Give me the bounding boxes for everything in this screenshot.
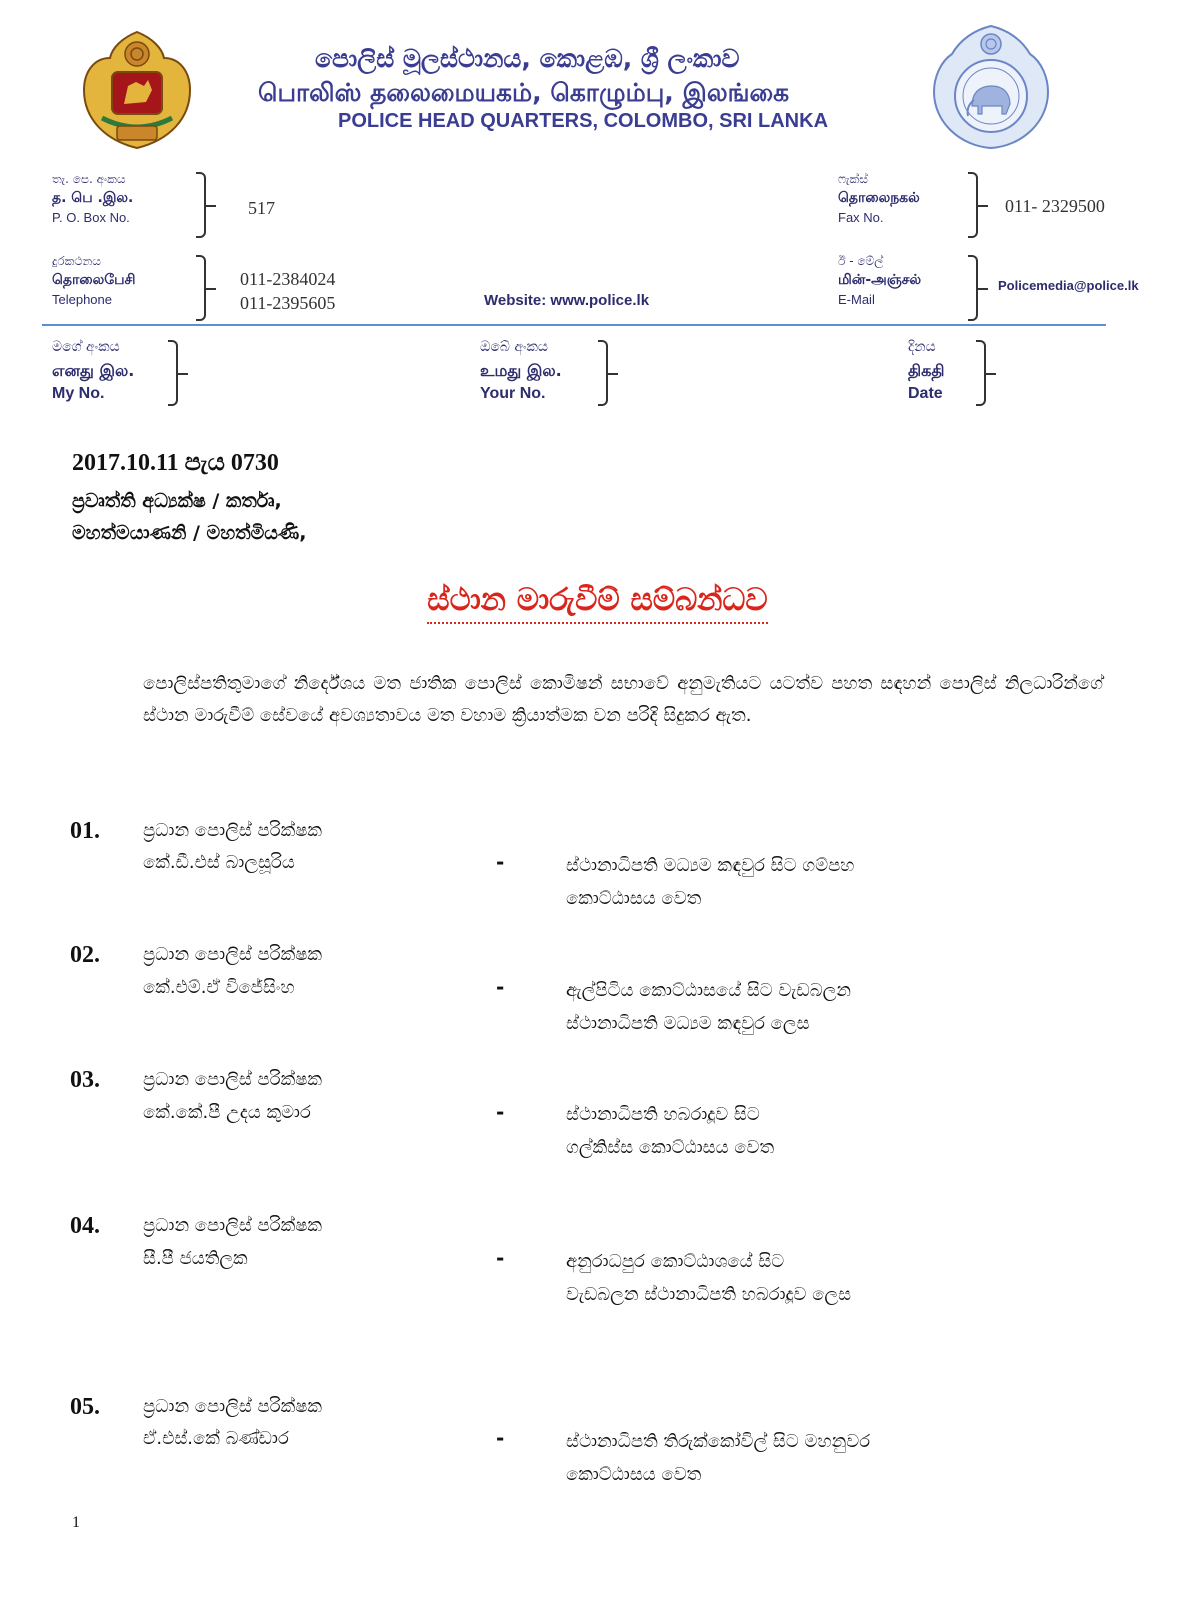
item-dash: - (496, 1426, 505, 1450)
website-text: Website: www.police.lk (484, 292, 650, 309)
item-name: කේ.කේ.පී උදය කුමාර (143, 1102, 311, 1123)
item-dash: - (496, 975, 505, 999)
item-dash: - (496, 1246, 505, 1270)
item-rank: ප්‍රධාන පොලිස් පරික්ෂක (143, 944, 323, 965)
sri-lanka-emblem-icon (72, 28, 202, 153)
page-number: 1 (72, 1514, 80, 1531)
item-name: ඒ.එස්.කේ බණ්ඩාර (143, 1428, 289, 1449)
letter-title: ස්ථාන මාරුවීම් සම්බන්ධව (0, 582, 1195, 619)
item-destination: අනුරාධපුර කොට්ඨාශයේ සිට වැඩබලන ස්ථානාධිපති හබරාදූව ලෙස (566, 1251, 852, 1305)
letter-paragraph: පොලිස්පතිතුමාගේ නිර්දේශය මත ජාතික පොලිස් කොමිෂන් සභාවේ අනුමැතියට යටත්ව පහත සඳහන් පොලිස් නිලධාරින්ගේ ස්ථාන මාරුවීම් සේවයේ අවශ්‍යතාවය මත වහාම ක්‍රියාත්මක වන පරිදි සිදුකර ඇත. (143, 673, 1103, 726)
letterhead-title-tamil: பொலிஸ் தலைமையகம், கொழும்பு, இலங்கை (258, 78, 790, 107)
salutation-line-2: මහත්මයාණනි / මහත්මියණි, (72, 522, 307, 544)
item-rank: ප්‍රධාන පොලිස් පරික්ෂක (143, 820, 323, 841)
item-dash: - (496, 850, 505, 874)
item-destination: ස්ථානාධිපති මධ්‍යම කඳවුර සිට ගම්පහ කොට්ඨාසය වෙත (566, 855, 855, 909)
your-no-label: ඔබේ අංකය உமது இல. Your No. (480, 339, 562, 402)
item-rank: ප්‍රධාන පොලිස් පරික්ෂක (143, 1215, 323, 1236)
item-destination: ඇල්පිටිය කොට්ඨාසයේ සිට වැඩබලන ස්ථානාධිපති මධ්‍යම කඳවුර ලෙස (566, 980, 851, 1034)
item-name: කේ.ඩී.එස් බාලසූරිය (143, 852, 295, 873)
fax-value: 011- 2329500 (1005, 196, 1105, 216)
date-label: දිනය திகதி Date (908, 339, 945, 402)
item-destination: ස්ථානාධිපති තිරුක්කෝවිල් සිට මහනුවර කොට්ඨාසය වෙත (566, 1431, 871, 1485)
item-dash: - (496, 1100, 505, 1124)
letter-dateline: 2017.10.11 පැය 0730 (72, 450, 279, 476)
email-value: Policemedia@police.lk (998, 278, 1139, 293)
police-emblem-icon (926, 22, 1056, 152)
letterhead-title-sinhala: පොලිස් මූලස්ථානය, කොළඹ, ශ්‍රී ලංකාව (315, 44, 740, 73)
item-destination: ස්ථානාධිපති හබරාදූව සිට ගල්කිස්ස කොට්ඨාසය වෙත (566, 1104, 775, 1158)
email-label: ඊ - මේල් மின்-அஞ்சல் E-Mail (838, 254, 922, 307)
pobox-label: තැ. පෙ. අංකය த. பெ .இல. P. O. Box No. (52, 172, 134, 225)
pobox-brace (196, 172, 206, 238)
my-no-label: මගේ අංකය எனது இல. My No. (52, 339, 135, 402)
item-name: සී.පී ජයතිලක (143, 1248, 248, 1269)
fax-brace (968, 172, 978, 238)
item-rank: ප්‍රධාන පොලිස් පරික්ෂක (143, 1396, 323, 1417)
pobox-value: 517 (248, 198, 275, 218)
telephone-brace (196, 255, 206, 321)
email-brace (968, 255, 978, 321)
your-no-brace (598, 340, 608, 406)
telephone-label: දුරකථනය தொலைபேசி Telephone (52, 254, 136, 307)
item-rank: ප්‍රධාන පොලිස් පරික්ෂක (143, 1069, 323, 1090)
item-number: 01. (70, 818, 100, 844)
item-number: 03. (70, 1067, 100, 1093)
salutation-line-1: ප්‍රවෘත්ති අධ්‍යක්ෂ / කර්තෘ, (72, 490, 282, 512)
my-no-brace (168, 340, 178, 406)
telephone-value-1: 011-2384024 (240, 269, 336, 289)
item-name: කේ.එම්.ඒ විජේසිංහ (143, 977, 295, 998)
fax-label: ෆැක්ස් தொலைநகல் Fax No. (838, 172, 920, 225)
date-brace (976, 340, 986, 406)
item-number: 04. (70, 1213, 100, 1239)
item-number: 05. (70, 1394, 100, 1420)
telephone-value-2: 011-2395605 (240, 293, 336, 313)
letterhead-title-english: POLICE HEAD QUARTERS, COLOMBO, SRI LANKA (338, 110, 829, 132)
item-number: 02. (70, 942, 100, 968)
letterhead-divider (42, 324, 1106, 326)
